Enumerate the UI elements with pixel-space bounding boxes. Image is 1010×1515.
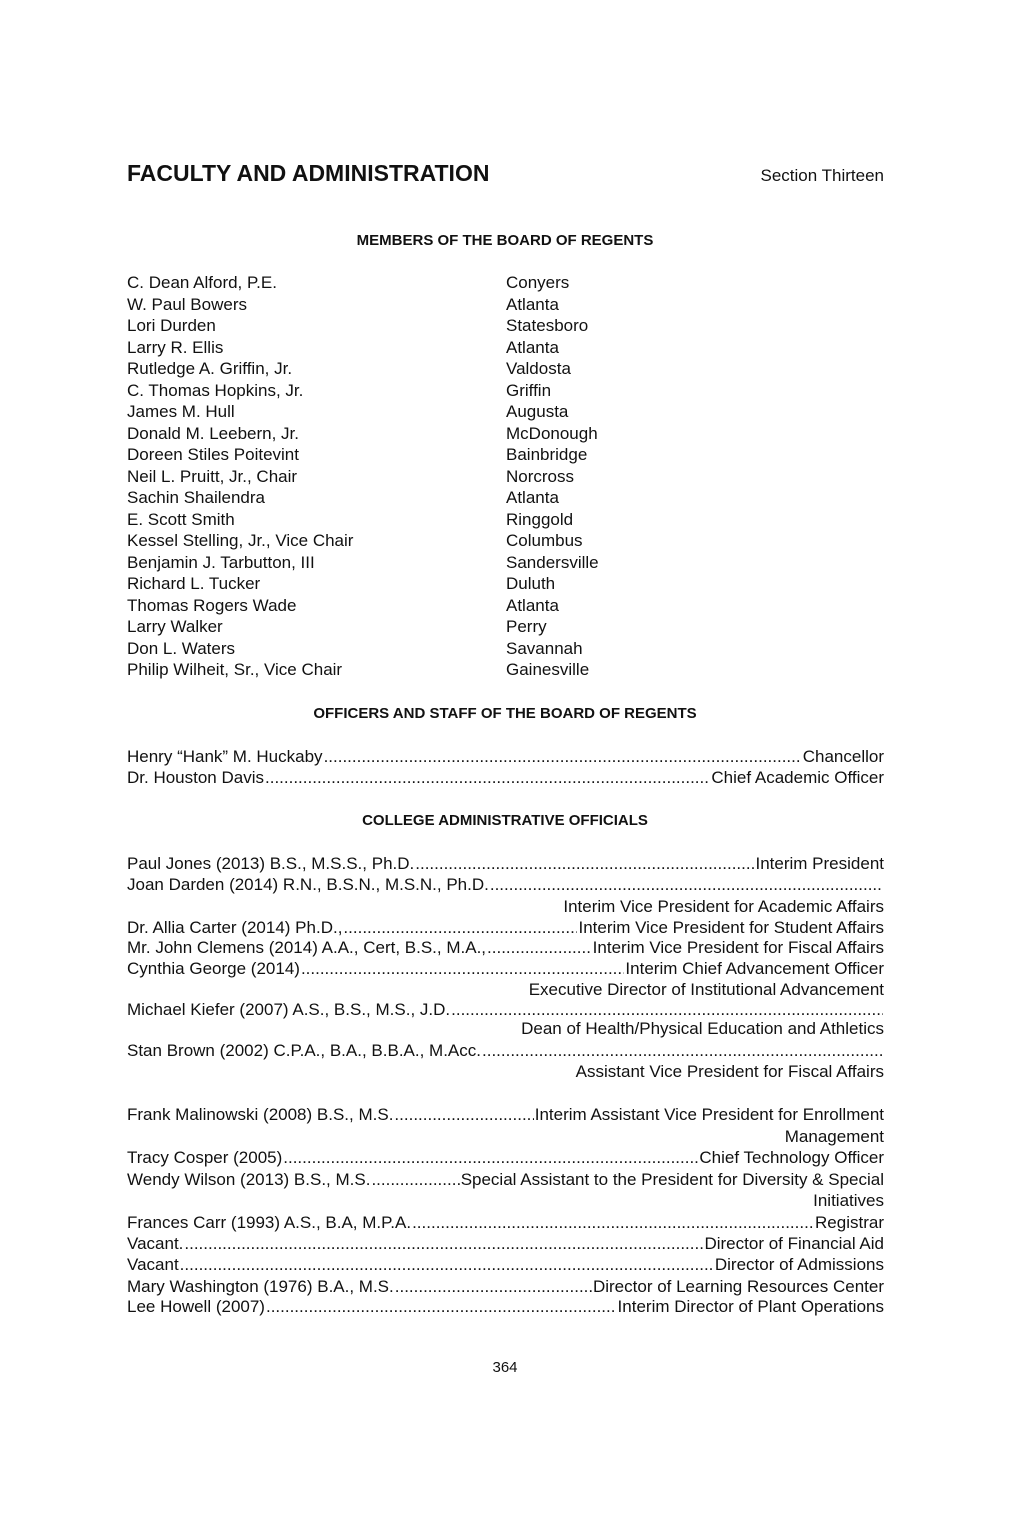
- official-name: Michael Kiefer (2007) A.S., B.S., M.S., J.D.: [127, 1000, 451, 1019]
- regent-row: [127, 294, 887, 316]
- official-title-continued: Management: [784, 1127, 884, 1146]
- regent-city: Griffin: [506, 380, 552, 400]
- official-row: [127, 917, 884, 938]
- regent-row: [127, 315, 887, 337]
- page-title: FACULTY AND ADMINISTRATION: [127, 160, 490, 186]
- dot-leader: [266, 1296, 617, 1317]
- official-name: Paul Jones (2013) B.S., M.S.S., Ph.D.: [127, 854, 415, 873]
- regent-name: Don L. Waters: [127, 638, 236, 658]
- regent-row: [127, 595, 887, 617]
- regent-city: McDonough: [506, 423, 598, 443]
- regent-name: Sachin Shailendra: [127, 488, 265, 507]
- official-title: Interim Vice President for Fiscal Affairs: [592, 938, 884, 957]
- official-row: [127, 958, 884, 979]
- official-name: Stan Brown (2002) C.P.A., B.A., B.B.A., M.Acc.: [127, 1041, 481, 1060]
- dot-leader: [371, 1169, 459, 1190]
- official-title: Chief Technology Officer: [699, 1148, 884, 1167]
- regent-name: C. Dean Alford, P.E.: [127, 273, 277, 292]
- regent-city: Atlanta: [506, 488, 559, 507]
- regent-city: Sandersville: [506, 552, 599, 572]
- regent-name: Kessel Stelling, Jr., Vice Chair: [127, 531, 354, 550]
- official-title: Director of Admissions: [714, 1255, 884, 1274]
- officers-heading: OFFICERS AND STAFF OF THE BOARD OF REGENTS: [313, 705, 697, 722]
- official-title: Interim President: [755, 854, 884, 873]
- page-number: 364: [492, 1359, 518, 1376]
- official-name: Joan Darden (2014) R.N., B.S.N., M.S.N., Ph.D.: [127, 875, 489, 894]
- official-title-continued: Assistant Vice President for Fiscal Affairs: [575, 1062, 884, 1081]
- official-title: Interim Director of Plant Operations: [617, 1297, 884, 1316]
- official-name: Lee Howell (2007): [127, 1297, 265, 1316]
- officer-name: Dr. Houston Davis: [127, 768, 264, 787]
- official-title-continued: Dean of Health/Physical Education and Athletics: [521, 1019, 884, 1038]
- regent-city: Augusta: [506, 402, 569, 421]
- official-row: [127, 874, 884, 895]
- regent-city: Conyers: [506, 273, 570, 292]
- regent-row: [127, 659, 887, 681]
- official-row: [127, 1276, 884, 1297]
- official-row: [127, 1104, 884, 1125]
- regent-name: Doreen Stiles Poitevint: [127, 445, 299, 464]
- official-title-continued: Interim Vice President for Academic Affairs: [563, 897, 884, 916]
- regent-name: E. Scott Smith: [127, 509, 235, 529]
- regent-city: Perry: [506, 617, 547, 636]
- official-name: Mary Washington (1976) B.A., M.S.: [127, 1277, 394, 1296]
- dot-leader: [487, 937, 592, 958]
- regent-row: [127, 401, 887, 423]
- official-name: Wendy Wilson (2013) B.S., M.S.: [127, 1170, 371, 1189]
- regent-city: Norcross: [506, 466, 575, 486]
- regent-city: Gainesville: [506, 660, 590, 679]
- official-row: [127, 999, 884, 1020]
- officer-row: [127, 767, 884, 788]
- official-name: Mr. John Clemens (2014) A.A., Cert, B.S., M.A.,: [127, 938, 487, 957]
- regent-row: [127, 638, 887, 660]
- official-row: [127, 1296, 884, 1317]
- section-label: Section Thirteen: [760, 166, 884, 185]
- officer-title: Chief Academic Officer: [711, 768, 884, 787]
- dot-leader: [395, 1276, 592, 1297]
- regent-city: Atlanta: [506, 294, 559, 314]
- dot-leader: [412, 1212, 814, 1233]
- regent-city: Valdosta: [506, 359, 571, 378]
- official-row: [127, 1212, 884, 1233]
- dot-leader: [394, 1104, 533, 1125]
- official-row: [127, 1040, 884, 1061]
- regent-name: Richard L. Tucker: [127, 574, 261, 593]
- regent-name: Larry Walker: [127, 617, 223, 636]
- regent-row: [127, 380, 887, 402]
- regent-row: [127, 272, 887, 294]
- official-row: [127, 1254, 884, 1275]
- dot-leader: [180, 1254, 714, 1275]
- official-title: Interim Chief Advancement Officer: [625, 959, 884, 978]
- regent-name: Philip Wilheit, Sr., Vice Chair: [127, 660, 343, 679]
- regent-city: Atlanta: [506, 337, 559, 357]
- regents-list: [127, 272, 887, 681]
- regent-row: [127, 573, 887, 595]
- official-row: [127, 853, 884, 874]
- regent-row: [127, 509, 887, 531]
- official-name: Frank Malinowski (2008) B.S., M.S.: [127, 1105, 394, 1124]
- official-row: [127, 937, 884, 958]
- regent-row: [127, 423, 887, 445]
- officer-title: Chancellor: [802, 747, 884, 766]
- dot-leader: [490, 874, 883, 895]
- regent-row: [127, 466, 887, 488]
- regent-city: Statesboro: [506, 316, 589, 335]
- regent-city: Bainbridge: [506, 445, 588, 464]
- dot-leader: [324, 746, 802, 767]
- official-name: Frances Carr (1993) A.S., B.A, M.P.A.: [127, 1213, 412, 1232]
- regent-row: [127, 337, 887, 359]
- official-title-continued: Initiatives: [813, 1191, 884, 1210]
- official-name: Vacant.: [127, 1234, 184, 1253]
- regent-name: Rutledge A. Griffin, Jr.: [127, 359, 293, 378]
- dot-leader: [482, 1040, 883, 1061]
- regent-city: Atlanta: [506, 595, 559, 615]
- regent-row: [127, 487, 887, 509]
- official-row: [127, 1233, 884, 1254]
- regent-name: Thomas Rogers Wade: [127, 595, 297, 615]
- official-title: Interim Assistant Vice President for Enrollment: [534, 1105, 884, 1124]
- regent-row: [127, 530, 887, 552]
- dot-leader: [184, 1233, 703, 1254]
- regent-city: Duluth: [506, 574, 556, 593]
- regent-city: Savannah: [506, 638, 583, 658]
- regent-name: Larry R. Ellis: [127, 337, 224, 357]
- dot-leader: [265, 767, 710, 788]
- regent-row: [127, 444, 887, 466]
- dot-leader: [343, 917, 577, 938]
- official-name: Dr. Allia Carter (2014) Ph.D.,: [127, 918, 343, 937]
- official-title: Director of Learning Resources Center: [592, 1277, 884, 1296]
- regent-name: Donald M. Leebern, Jr.: [127, 423, 299, 443]
- regent-row: [127, 552, 887, 574]
- officer-row: [127, 746, 884, 767]
- regents-heading: MEMBERS OF THE BOARD OF REGENTS: [356, 232, 654, 249]
- regent-city: Columbus: [506, 531, 583, 550]
- regent-name: W. Paul Bowers: [127, 294, 247, 314]
- regent-row: [127, 616, 887, 638]
- regent-city: Ringgold: [506, 509, 574, 529]
- dot-leader: [415, 853, 754, 874]
- college-officials-heading: COLLEGE ADMINISTRATIVE OFFICIALS: [362, 812, 648, 829]
- official-name: Vacant: [127, 1255, 179, 1274]
- official-title: Registrar: [815, 1213, 884, 1232]
- dot-leader: [283, 1147, 698, 1168]
- regent-name: C. Thomas Hopkins, Jr.: [127, 380, 304, 400]
- regent-name: Benjamin J. Tarbutton, III: [127, 552, 315, 572]
- official-name: Cynthia George (2014): [127, 959, 300, 978]
- official-title: Director of Financial Aid: [704, 1234, 884, 1253]
- regent-name: Lori Durden: [127, 316, 216, 335]
- regent-name: James M. Hull: [127, 402, 235, 421]
- dot-leader: [301, 958, 624, 979]
- officer-name: Henry “Hank” M. Huckaby: [127, 747, 323, 766]
- regent-row: [127, 358, 887, 380]
- official-row: [127, 1147, 884, 1168]
- official-name: Tracy Cosper (2005): [127, 1148, 283, 1167]
- dot-leader: [451, 999, 883, 1020]
- official-title: Special Assistant to the President for Diversity & Special: [460, 1170, 884, 1189]
- official-title: Interim Vice President for Student Affairs: [578, 918, 884, 937]
- official-title-continued: Executive Director of Institutional Advancement: [528, 980, 884, 999]
- regent-name: Neil L. Pruitt, Jr., Chair: [127, 466, 298, 486]
- official-row: [127, 1169, 884, 1190]
